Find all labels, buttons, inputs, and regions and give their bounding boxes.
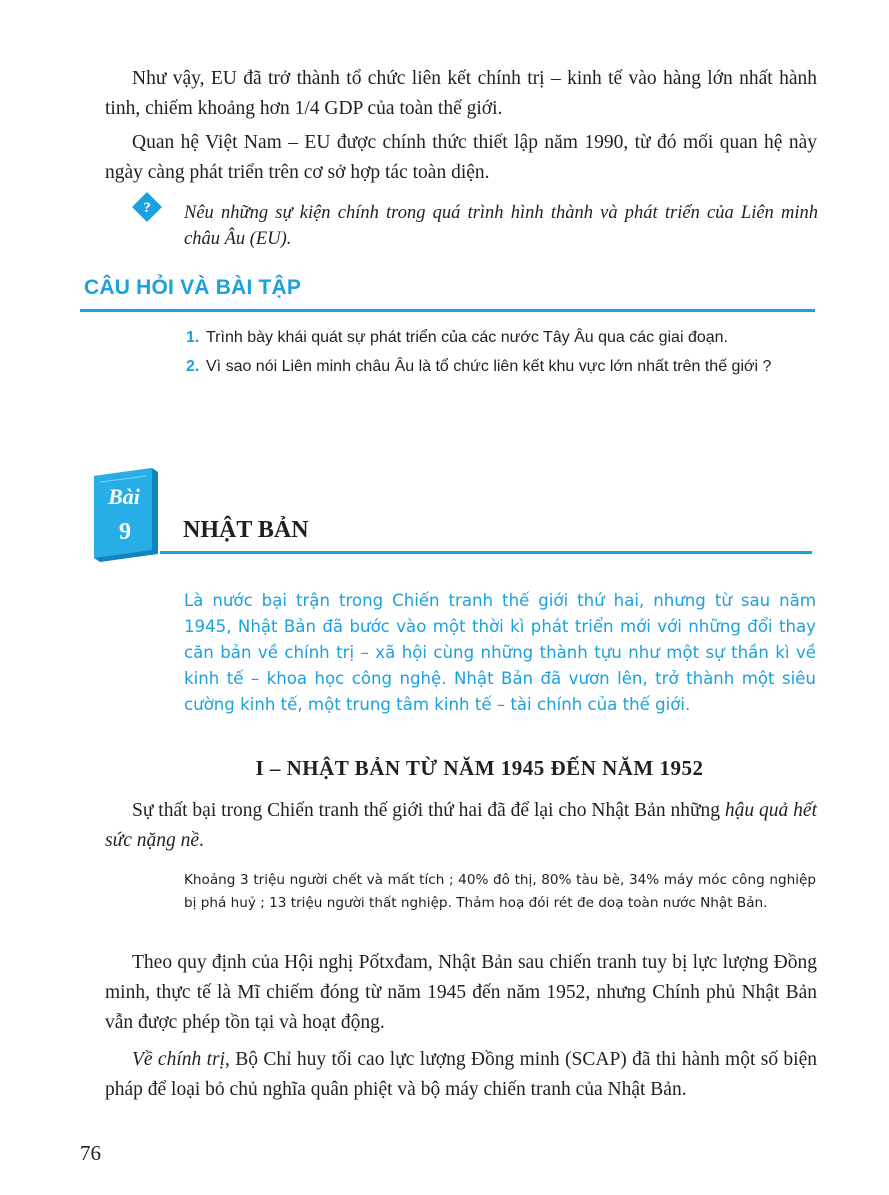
p3-end: . <box>199 830 204 851</box>
paragraph-war-consequences <box>105 796 817 856</box>
page-number: 76 <box>80 1141 101 1165</box>
p3-italic: hậu quả hết sức nặng nề <box>105 800 817 851</box>
paragraph-potsdam: Theo quy định của Hội nghị Pốtxđam, Nhật Bản sau chiến tranh tuy bị lực lượng Đồng minh, thực tế là Mĩ chiếm đóng từ năm 1945 đến năm 1952, nhưng Chính phủ Nhật Bản vẫn được phép tồn tại và hoạt động. <box>105 952 817 1033</box>
lesson-intro: Là nước bại trận trong Chiến tranh thế giới thứ hai, nhưng từ sau năm 1945, Nhật Bản đã bước vào một thời kì phát triển mới với những đổi thay căn bản về chính trị – xã hội cùng những thành tựu như một sự thần kì về kinh tế – khoa học công nghệ. Nhật Bản đã vươn lên, trở thành một siêu cường kinh tế, một trung tâm kinh tế – tài chính của thế giới. <box>184 591 816 714</box>
exercise-text: Vì sao nói Liên minh châu Âu là tổ chức liên kết khu vực lớn nhất trên thế giới ? <box>206 358 772 375</box>
statistics-note: Khoảng 3 triệu người chết và mất tích ; 40% đô thị, 80% tàu bè, 34% máy móc công nghiệp bị phá huỷ ; 13 triệu người thất nghiệp. Thảm hoạ đói rét đe doạ toàn nước Nhật Bản. <box>184 872 816 911</box>
question-prompt: Nêu những sự kiện chính trong quá trình hình thành và phát triển của Liên minh châu Âu (EU). <box>184 203 818 249</box>
exercise-text: Trình bày khái quát sự phát triển của các nước Tây Âu qua các giai đoạn. <box>206 329 728 346</box>
paragraph-politics <box>105 1045 817 1105</box>
exercise-list <box>186 326 816 384</box>
paragraph-eu-summary: Như vậy, EU đã trở thành tổ chức liên kết chính trị – kinh tế vào hàng lớn nhất hành tinh, chiếm khoảng hơn 1/4 GDP của toàn thế giới. <box>105 68 817 119</box>
exercises-title: CÂU HỎI VÀ BÀI TẬP <box>84 276 302 299</box>
lesson-book-icon <box>92 466 160 564</box>
section-heading <box>0 756 889 781</box>
paragraph-vietnam-eu: Quan hệ Việt Nam – EU được chính thức thiết lập năm 1990, từ đó mối quan hệ này ngày càng phát triển trên cơ sở hợp tác toàn diện. <box>105 132 817 183</box>
p5-rest: , Bộ Chỉ huy tối cao lực lượng Đồng minh (SCAP) đã thi hành một số biện pháp để loại bỏ chủ nghĩa quân phiệt và bộ máy chiến tranh của Nhật Bản. <box>105 1049 817 1100</box>
p3-start: Sự thất bại trong Chiến tranh thế giới thứ hai đã để lại cho Nhật Bản những <box>132 800 725 821</box>
exercise-number: 1. <box>186 329 200 346</box>
lesson-rule <box>160 551 812 554</box>
section-heading-text: I – NHẬT BẢN TỪ NĂM 1945 ĐẾN NĂM 1952 <box>255 756 704 780</box>
exercise-number: 2. <box>186 358 200 375</box>
exercise-item <box>186 326 816 349</box>
lesson-label: Bài <box>108 484 140 509</box>
lesson-number: 9 <box>119 519 131 545</box>
question-mark: ? <box>143 200 151 216</box>
question-diamond-icon <box>131 191 163 223</box>
exercises-rule <box>80 309 815 312</box>
lesson-title: NHẬT BẢN <box>183 517 309 543</box>
exercise-item <box>186 355 816 378</box>
p5-italic: Về chính trị <box>132 1049 226 1070</box>
